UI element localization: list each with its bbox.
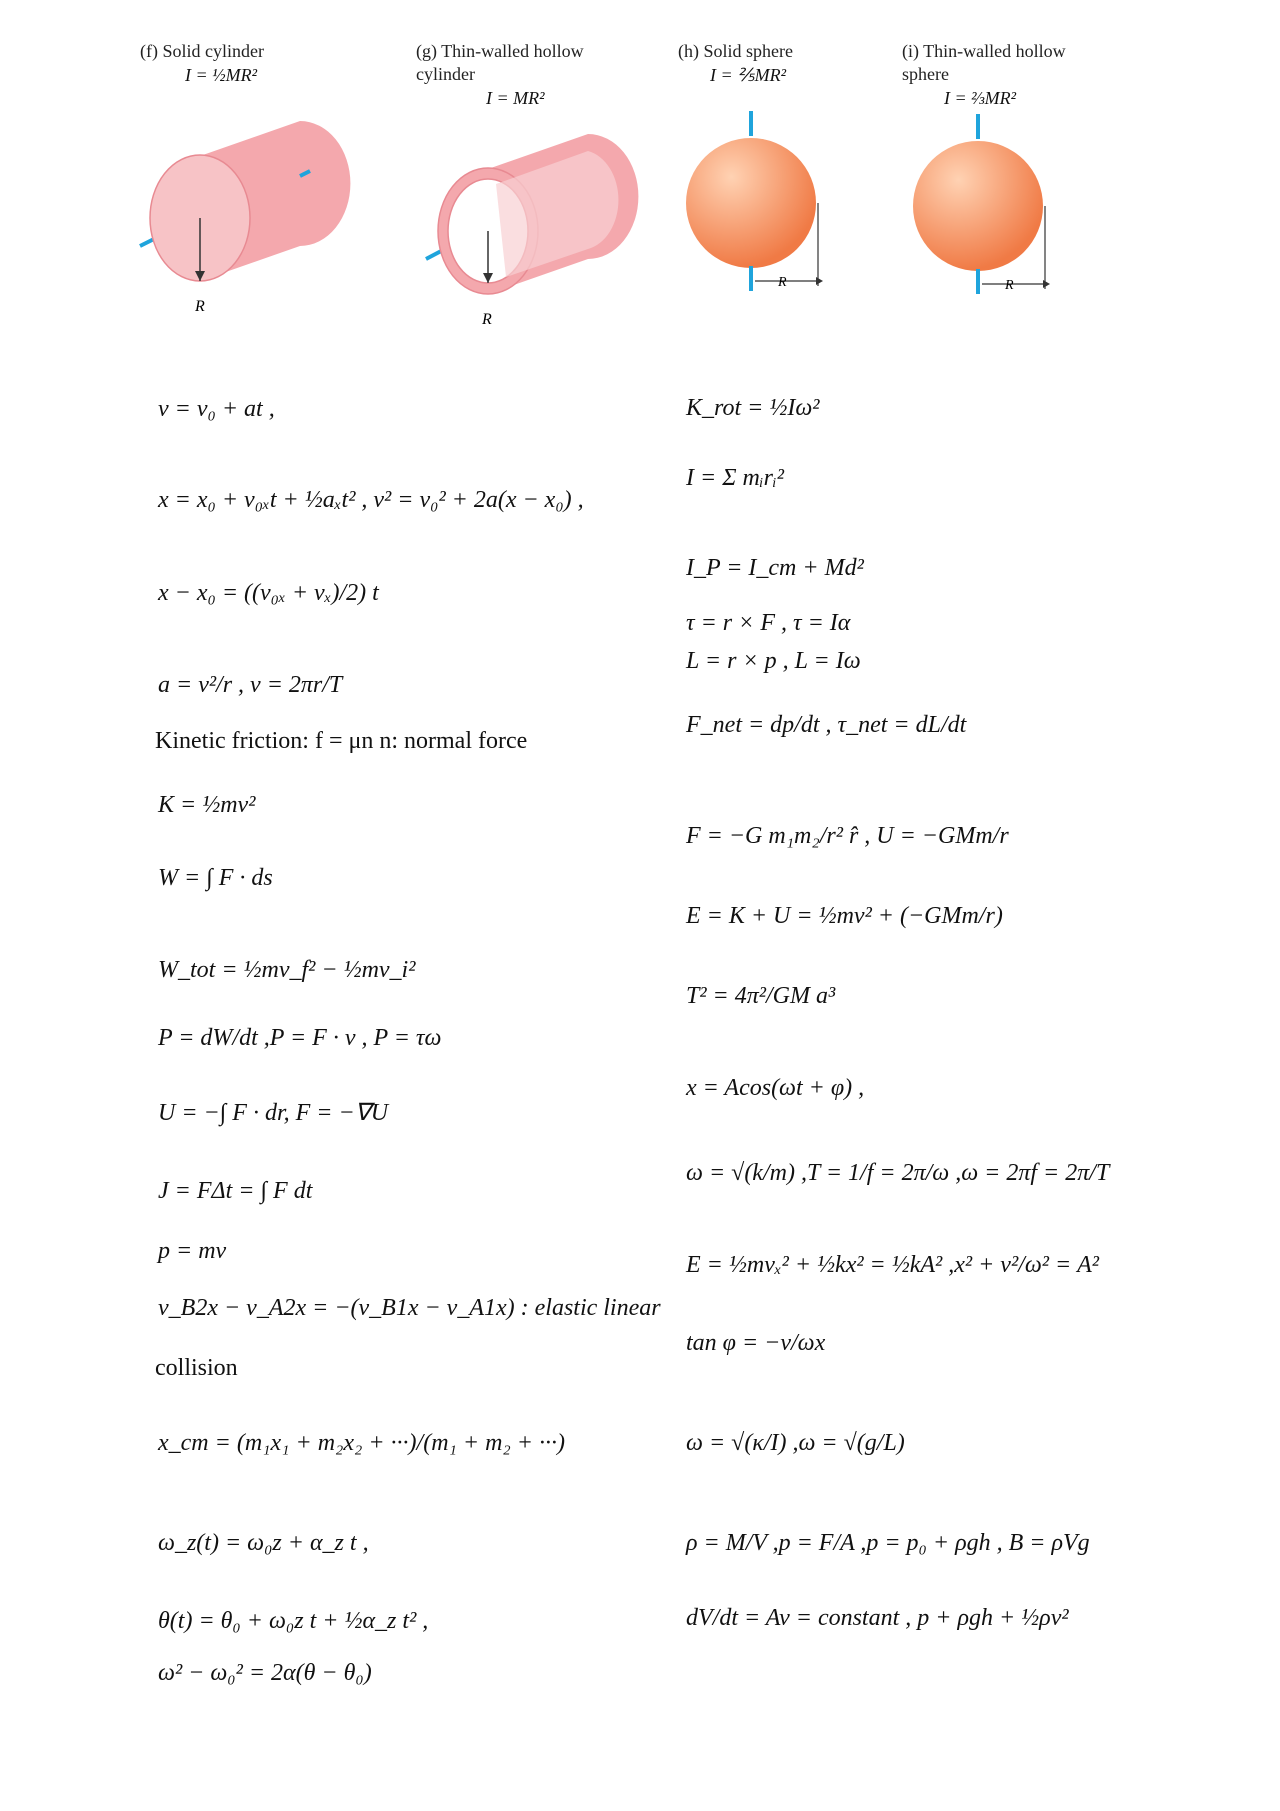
formula-circular-motion: a = v²/r , v = 2πr/T <box>158 672 343 698</box>
text-kinetic-friction: Kinetic friction: f = μn n: normal force <box>155 728 528 754</box>
formula-rotational-ke: K_rot = ½Iω² <box>686 395 820 421</box>
figure-caption: (i) Thin-walled hollow sphere <box>902 41 1066 84</box>
formula-torque: τ = r × F , τ = Iα <box>686 610 851 636</box>
formula-shm-frequency: ω = √(k/m) ,T = 1/f = 2π/ω ,ω = 2πf = 2π/T <box>686 1160 1110 1186</box>
radius-label: R <box>778 275 787 290</box>
formula-shm-energy: E = ½mvₓ² + ½kx² = ½kA² ,x² + v²/ω² = A² <box>686 1252 1100 1278</box>
text-collision: collision <box>155 1355 238 1381</box>
formula-angular-velocity-squared: ω² − ω₀² = 2α(θ − θ₀) <box>158 1660 372 1686</box>
formula-kinetic-energy: K = ½mv² <box>158 792 256 818</box>
formula-momentum: p = mv <box>158 1238 227 1264</box>
formula-fluid-pressure: ρ = M/V ,p = F/A ,p = p₀ + ρgh , B = ρVg <box>686 1530 1090 1556</box>
figure-formula: I = ⅖MR² <box>710 65 786 85</box>
formula-angular-momentum: L = r × p , L = Iω <box>686 648 861 674</box>
figure-caption: (g) Thin-walled hollow cylinder <box>416 41 584 84</box>
formula-orbital-energy: E = K + U = ½mv² + (−GMm/r) <box>686 903 1003 929</box>
formula-avg-velocity: x − x₀ = ((v₀ₓ + vₓ)/2) t <box>158 580 379 606</box>
formula-power: P = dW/dt ,P = F · v , P = τω <box>158 1025 442 1051</box>
formula-work: W = ∫ F · ds <box>158 865 273 891</box>
figure-formula: I = MR² <box>486 88 545 108</box>
figure-hollow-sphere <box>902 40 1152 309</box>
formula-center-of-mass: x_cm = (m₁x₁ + m₂x₂ + ···)/(m₁ + m₂ + ···) <box>158 1430 565 1456</box>
formula-angular-position: θ(t) = θ₀ + ω₀z t + ½α_z t² , <box>158 1608 429 1634</box>
formula-shm-position: x = Acos(ωt + φ) , <box>686 1075 865 1101</box>
figure-formula: I = ½MR² <box>185 65 258 85</box>
figure-caption: (f) Solid cylinder <box>140 41 264 61</box>
formula-gravitation: F = −G m₁m₂/r² r̂ , U = −GMm/r <box>686 823 1009 849</box>
radius-label: R <box>195 298 205 315</box>
formula-potential-energy: U = −∫ F · dr, F = −∇U <box>158 1100 389 1126</box>
formula-phase-angle: tan φ = −v/ωx <box>686 1330 826 1356</box>
radius-label: R <box>482 311 492 328</box>
formula-position: x = x₀ + v₀ₓt + ½aₓt² , v² = v₀² + 2a(x − x₀) , <box>158 487 584 513</box>
formula-newton-rotation: F_net = dp/dt , τ_net = dL/dt <box>686 712 967 738</box>
radius-label: R <box>1005 278 1014 293</box>
formula-kepler-third-law: T² = 4π²/GM a³ <box>686 983 836 1009</box>
formula-parallel-axis: I_P = I_cm + Md² <box>686 555 864 581</box>
figure-caption: (h) Solid sphere <box>678 41 793 61</box>
formula-bernoulli: dV/dt = Av = constant , p + ρgh + ½ρv² <box>686 1605 1069 1631</box>
hollow-sphere-illustration <box>902 109 1152 309</box>
solid-sphere-illustration <box>678 86 928 290</box>
formula-work-energy: W_tot = ½mv_f² − ½mv_i² <box>158 957 416 983</box>
figure-solid-sphere <box>678 40 928 290</box>
formula-velocity: v = v₀ + at , <box>158 396 275 422</box>
formula-moment-of-inertia: I = Σ mᵢrᵢ² <box>686 465 784 491</box>
formula-pendulum: ω = √(κ/I) ,ω = √(g/L) <box>686 1430 905 1456</box>
hollow-cylinder-illustration <box>416 109 666 328</box>
solid-cylinder-illustration <box>140 86 390 315</box>
figure-hollow-cylinder <box>416 40 666 328</box>
formula-impulse: J = FΔt = ∫ F dt <box>158 1178 313 1204</box>
formula-elastic-collision: v_B2x − v_A2x = −(v_B1x − v_A1x) : elastic linear <box>158 1295 661 1321</box>
figure-solid-cylinder <box>140 40 390 315</box>
figure-formula: I = ⅔MR² <box>944 88 1017 108</box>
formula-angular-velocity: ω_z(t) = ω₀z + α_z t , <box>158 1530 369 1556</box>
